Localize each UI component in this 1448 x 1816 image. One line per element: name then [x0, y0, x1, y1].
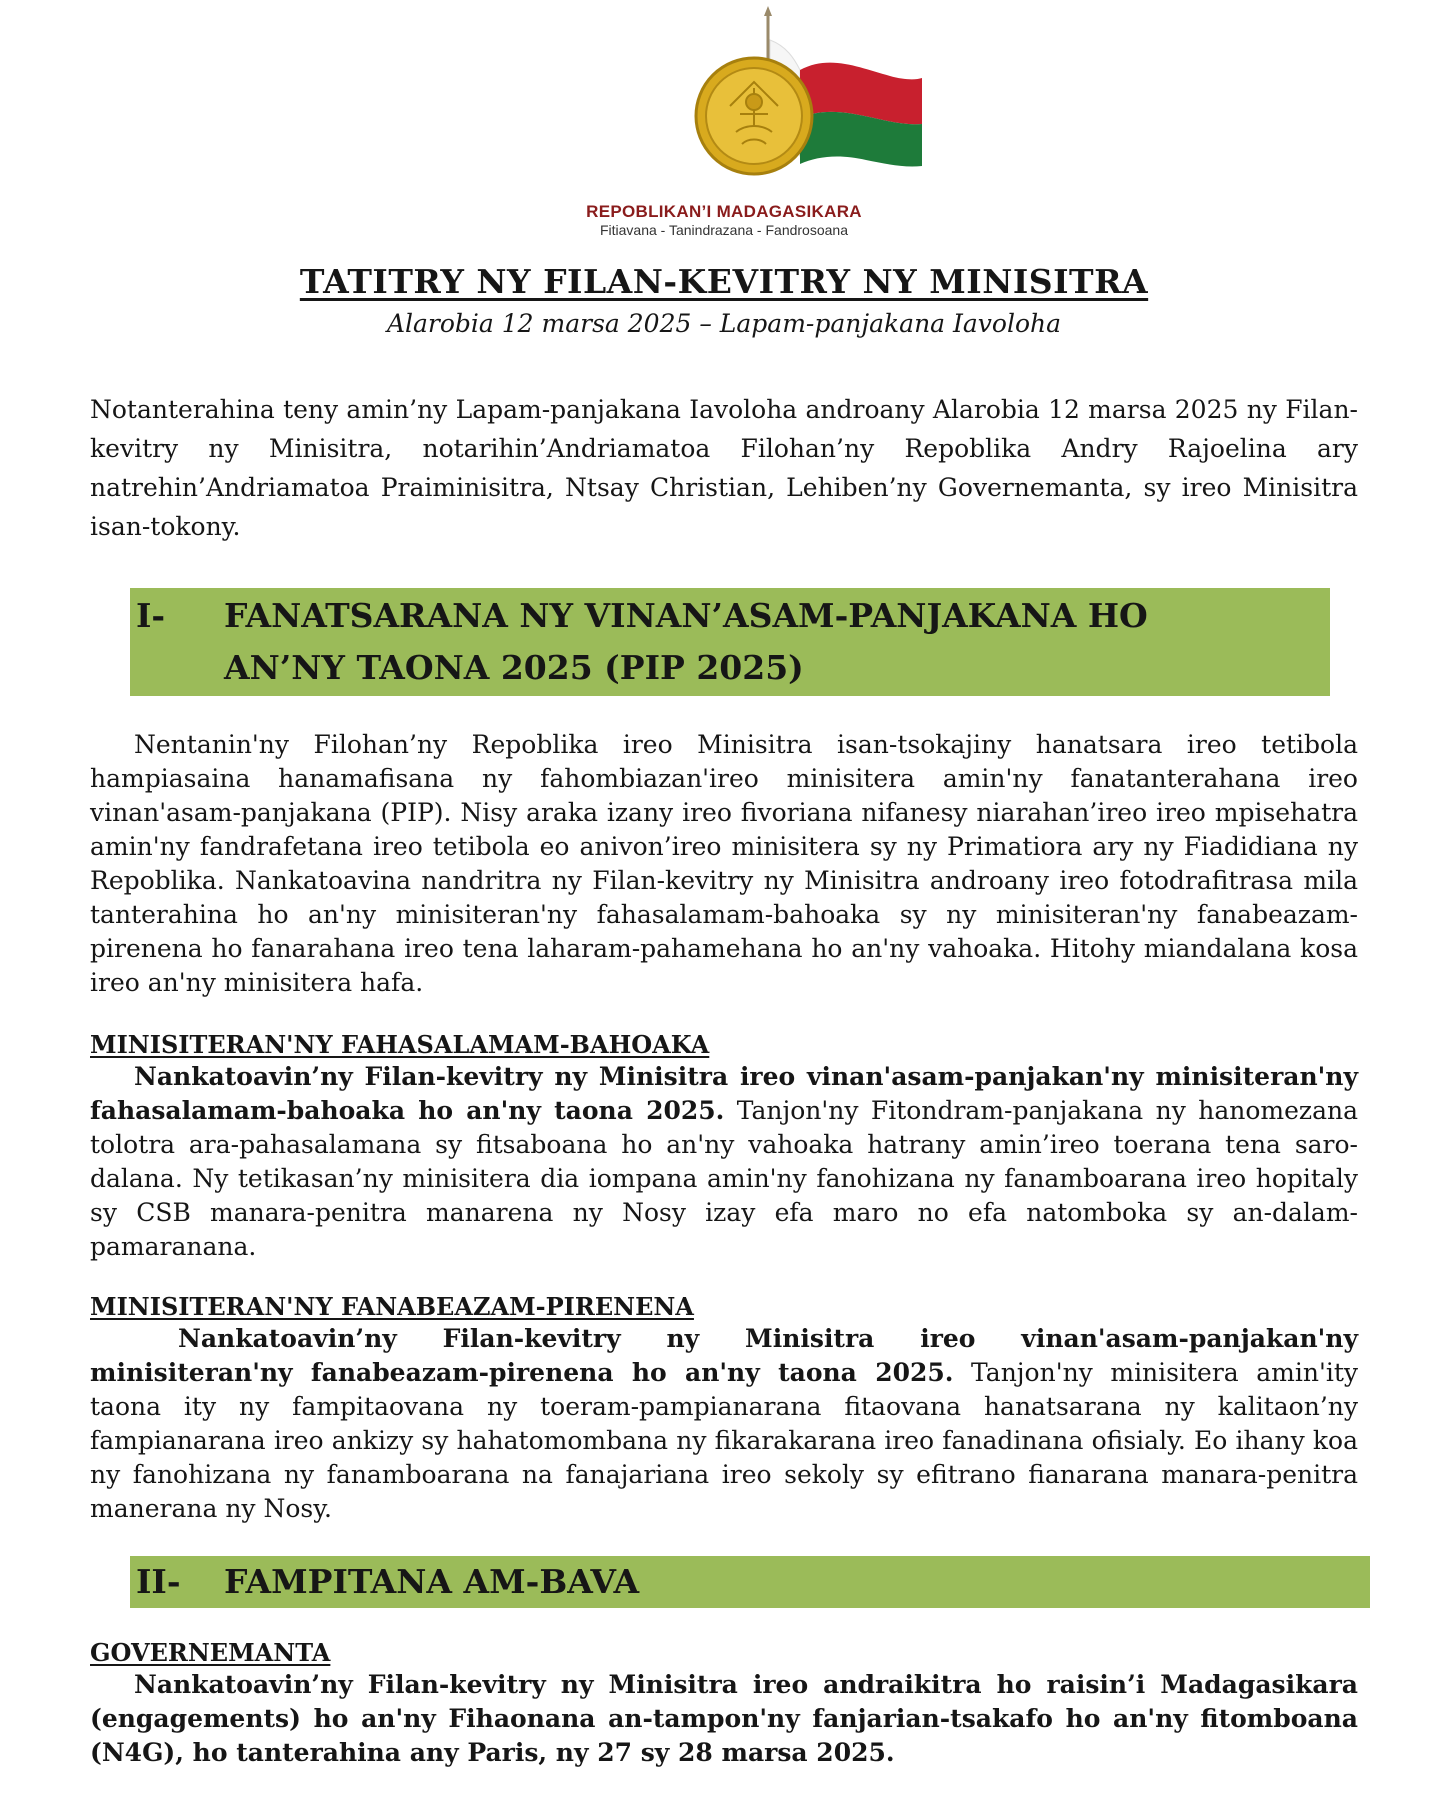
- section-1-banner: [130, 588, 1330, 696]
- document-subtitle: Alarobia 12 marsa 2025 – Lapam-panjakana Iavoloha: [386, 309, 1062, 338]
- section-1-body: Nentanin'ny Filohan’ny Repoblika ireo Minisitra isan-tsokajiny hanatsara ireo tetibola hampiasaina hanamafisana ny fahombiazan'ireo minisitera amin'ny fanatanterahana ireo vinan'asam-panjakana (PIP). Nisy araka izany ireo fivoriana nifanesy niarahan’ireo ireo mpisehatra amin'ny fandrafetana ireo tetibola eo anivon’ireo minisitera sy ny Primatiora ary ny Fiadidiana ny Repoblika. Nankatoavina nandritra ny Filan-kevitry ny Minisitra androany ireo fotodrafitrasa mila tanterahina ho an'ny minisiteran'ny fahasalamam-bahoaka sy ny minisiteran'ny fanabeazam-pirenena ho fanarahana ireo tena laharam-pahamehana ho an'ny vahoaka. Hitohy miandalana kosa ireo an'ny minisitera hafa.: [90, 730, 1358, 997]
- government-heading: GOVERNEMANTA: [90, 1638, 331, 1667]
- intro-paragraph: Notanterahina teny amin’ny Lapam-panjakana Iavoloha androany Alarobia 12 marsa 2025 ny Filan-kevitry ny Minisitra, notarihin’Andriamatoa Filohan’ny Repoblika Andry Rajoelina ary natrehin’Andriamatoa Praiminisitra, Ntsay Christian, Lehiben’ny Governemanta, sy ireo Minisitra isan-tokony.: [90, 395, 1358, 541]
- section-1-title: [224, 590, 1148, 694]
- section-2-title: FAMPITANA AM-BAVA: [224, 1562, 640, 1601]
- document-title: TATITRY NY FILAN-KEVITRY NY MINISITRA: [299, 262, 1149, 301]
- education-ministry-text: Tanjon'ny minisitera amin'ity taona ity ny fampitaovana ny toeram-pampianarana fitaovana hanatsarana ny kalitaon’ny fampianarana ireo ankizy sy hahatomombana ny fikarakarana ireo fanadinana ofisialy. Eo ihany koa ny fanohizana ny fanamboarana na fanajariana ireo sekoly sy efitrano fianarana manara-penitra manerana ny Nosy.: [90, 1358, 1358, 1523]
- section-1-number: I-: [136, 596, 166, 635]
- republic-motto: Fitiavana - Tanindrazana - Fandrosoana: [599, 222, 848, 238]
- health-ministry-text: Tanjon'ny Fitondram-panjakana ny hanomezana tolotra ara-pahasalamana sy fitsaboana ho an'ny vahoaka hatrany amin’ireo toerana tena saro-dalana. Ny tetikasan’ny minisitera dia iompana amin'ny fanohizana ny fanamboarana ireo hopitaly sy CSB manara-penitra manarena ny Nosy izay efa maro no efa natomboka sy an-dalam-pamaranana.: [90, 1096, 1358, 1261]
- section-1-title-line-2: AN’NY TAONA 2025 (PIP 2025): [224, 648, 804, 687]
- education-ministry-lead: Nankatoavin’ny Filan-kevitry ny Minisitra ireo vinan'asam-panjakan'ny minisiteran'ny fanabeazam-pirenena ho an'ny taona 2025.: [90, 1324, 1358, 1387]
- section-1-title-line-1: FANATSARANA NY VINAN’ASAM-PANJAKANA HO: [224, 596, 1148, 635]
- education-ministry-paragraph: [90, 1322, 1358, 1526]
- health-ministry-heading: MINISITERAN'NY FAHASALAMAM-BAHOAKA: [90, 1030, 710, 1059]
- health-ministry-lead: Nankatoavin’ny Filan-kevitry ny Minisitra ireo vinan'asam-panjakan'ny minisiteran'ny fahasalamam-bahoaka ho an'ny taona 2025.: [90, 1062, 1358, 1125]
- section-2-banner: [130, 1556, 1370, 1608]
- letterhead: [90, 0, 1358, 240]
- health-ministry-paragraph: [90, 1060, 1358, 1264]
- republic-emblem-icon: [690, 6, 940, 206]
- section-2-number: II-: [136, 1562, 181, 1601]
- republic-name: REPOBLIKAN’I MADAGASIKARA: [586, 202, 862, 221]
- education-ministry-heading: MINISITERAN'NY FANABEAZAM-PIRENENA: [90, 1292, 694, 1321]
- government-paragraph: Nankatoavin’ny Filan-kevitry ny Minisitra ireo andraikitra ho raisin’i Madagasikara (engagements) ho an'ny Fihaonana an-tampon'ny fanjarian-tsakafo ho an'ny fitomboana (N4G), ho tanterahina any Paris, ny 27 sy 28 marsa 2025.: [90, 1670, 1358, 1767]
